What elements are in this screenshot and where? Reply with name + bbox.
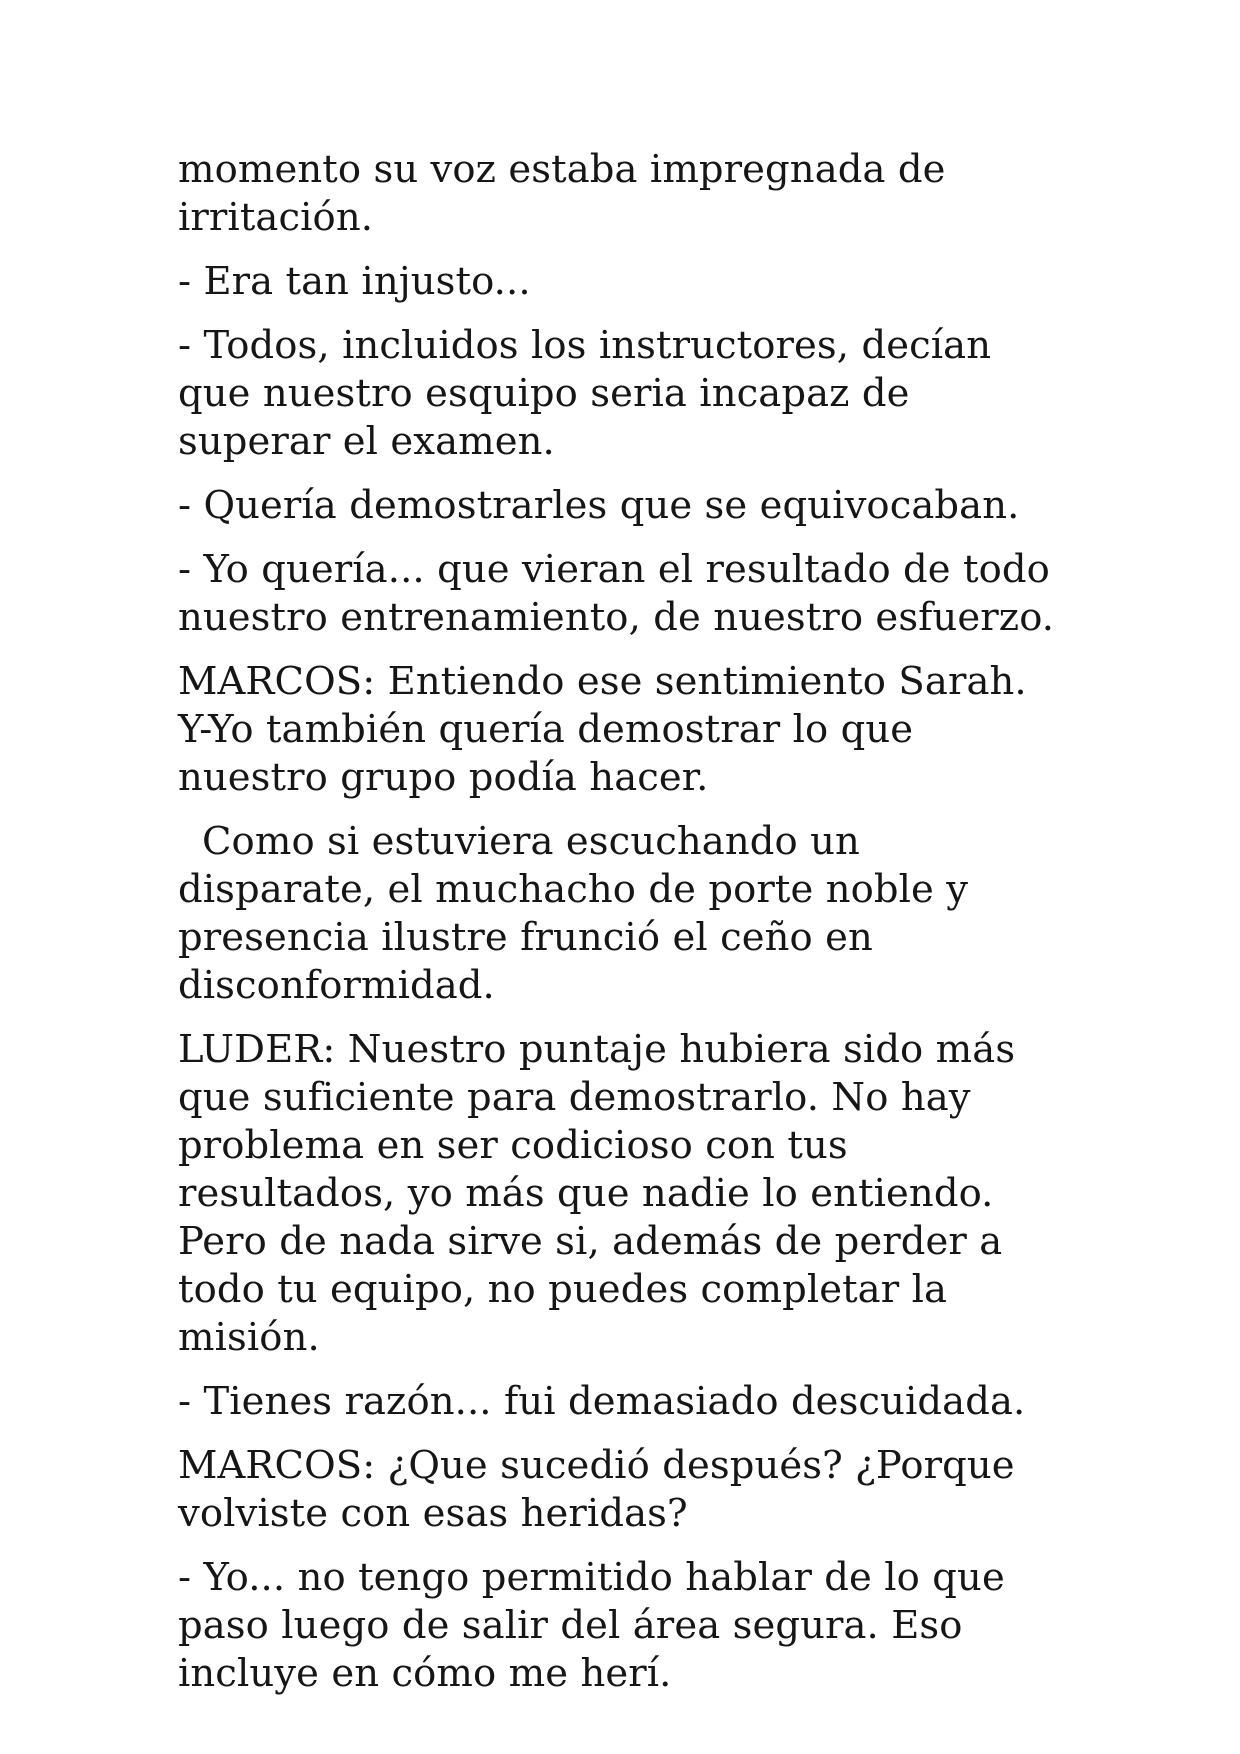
- dialogue-line: - Era tan injusto...: [178, 259, 531, 304]
- dialogue-line: - Tienes razón... fui demasiado descuidada.: [178, 1379, 1026, 1424]
- narration-paragraph: Como si estuviera escuchando un disparate, el muchacho de porte noble y presencia ilustre frunció el ceño en disconformidad.: [178, 819, 969, 1008]
- dialogue-line: - Yo... no tengo permitido hablar de lo que paso luego de salir del área segura. Eso incluye en cómo me herí.: [178, 1555, 1005, 1696]
- dialogue-line: - Quería demostrarles que se equivocaban.: [178, 483, 1020, 528]
- dialogue-line: MARCOS: ¿Que sucedió después? ¿Porque volviste con esas heridas?: [178, 1443, 1015, 1536]
- dialogue-line: LUDER: Nuestro puntaje hubiera sido más que suficiente para demostrarlo. No hay problema en ser codicioso con tus resultados, yo más que nadie lo entiendo. Pero de nada sirve si, además de perder a todo tu equipo, no puedes completar la misión.: [178, 1027, 1016, 1360]
- body-text: [178, 146, 1068, 1714]
- dialogue-line: - Todos, incluidos los instructores, decían que nuestro esquipo seria incapaz de superar el examen.: [178, 323, 992, 464]
- paragraph: momento su voz estaba impregnada de irritación.: [178, 147, 946, 240]
- dialogue-line: - Yo quería... que vieran el resultado de todo nuestro entrenamiento, de nuestro esfuerzo.: [178, 547, 1055, 640]
- dialogue-line: MARCOS: Entiendo ese sentimiento Sarah. Y-Yo también quería demostrar lo que nuestro grupo podía hacer.: [178, 659, 1027, 800]
